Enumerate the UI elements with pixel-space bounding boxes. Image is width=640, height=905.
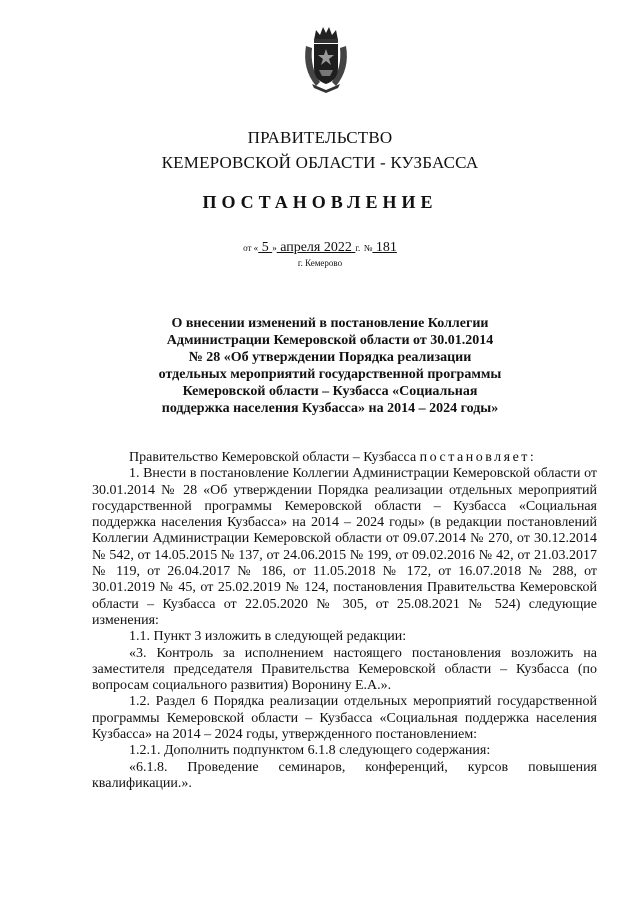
body-paragraph: «6.1.8. Проведение семинаров, конференций, курсов повышения квалификации.». [92, 759, 597, 791]
body-paragraph: 1.1. Пункт 3 изложить в следующей редакции: [129, 629, 407, 645]
body-intro [92, 450, 597, 466]
document-subject [140, 315, 520, 417]
body-paragraph: 1.2. Раздел 6 Порядка реализации отдельных мероприятий государственной программы Кемеровской области – Кузбасса «Социальная поддержка населения Кузбасса» на 2014 – 2024 годы, утвержденного постановлением: [92, 694, 597, 743]
document-number: 181 [372, 240, 397, 255]
number-sign: № [363, 243, 373, 253]
date-year-abbr: г. [355, 243, 361, 253]
body-intro-resolve: постановляет: [419, 450, 537, 465]
body-intro-text: Правительство Кемеровской области – Кузбасса [129, 450, 420, 465]
subject-line: № 28 «Об утверждении Порядка реализации [188, 350, 472, 365]
date-quote-close: » [272, 243, 277, 253]
subject-line: Администрации Кемеровской области от 30.01.2014 [166, 333, 494, 348]
document-body [92, 450, 597, 792]
government-name-line1: ПРАВИТЕЛЬСТВО [247, 128, 393, 147]
body-paragraph: «3. Контроль за исполнением настоящего постановления возложить на заместителя председателя Правительства Кемеровской области – Кузбасса (по вопросам социального развития) Воронину Е.А.». [92, 645, 597, 694]
coat-of-arms-icon [302, 24, 350, 94]
government-name-line2: КЕМЕРОВСКОЙ ОБЛАСТИ - КУЗБАССА [161, 153, 479, 172]
subject-line: отдельных мероприятий государственной программы [158, 367, 502, 382]
subject-line: поддержка населения Кузбасса» на 2014 – 2024 годы» [161, 401, 499, 416]
date-month-year: апреля 2022 [276, 240, 356, 255]
document-type-title: ПОСТАНОВЛЕНИЕ [202, 192, 438, 212]
body-paragraph: 1.2.1. Дополнить подпунктом 6.1.8 следующего содержания: [129, 743, 491, 759]
date-prefix: от « [243, 243, 259, 253]
body-paragraph: 1. Внести в постановление Коллегии Администрации Кемеровской области от 30.01.2014 № 28 «Об утверждении Порядка реализации отдельных мероприятий государственной программы Кемеровской области – Кузбасса «Социальная поддержка населения Кузбасса» на 2014 – 2024 годы» (в редакции постановлений Коллегии Администрации Кемеровской области от 09.07.2014 № 270, от 30.12.2014 № 542, от 14.05.2015 № 137, от 24.06.2015 № 199, от 09.02.2016 № 42, от 21.03.2017 № 119, от 26.04.2017 № 186, от 11.05.2018 № 172, от 16.07.2018 № 288, от 30.01.2019 № 45, от 25.02.2019 № 124, постановления Правительства Кемеровской области – Кузбасса от 22.05.2020 № 305, от 25.08.2021 № 524) следующие изменения: [92, 466, 597, 628]
subject-line: Кемеровской области – Кузбасса «Социальная [182, 384, 478, 399]
subject-line: О внесении изменений в постановление Коллегии [171, 316, 489, 331]
date-number-line [0, 240, 640, 256]
date-day: 5 [258, 240, 273, 255]
city-name: г. Кемерово [297, 258, 343, 268]
